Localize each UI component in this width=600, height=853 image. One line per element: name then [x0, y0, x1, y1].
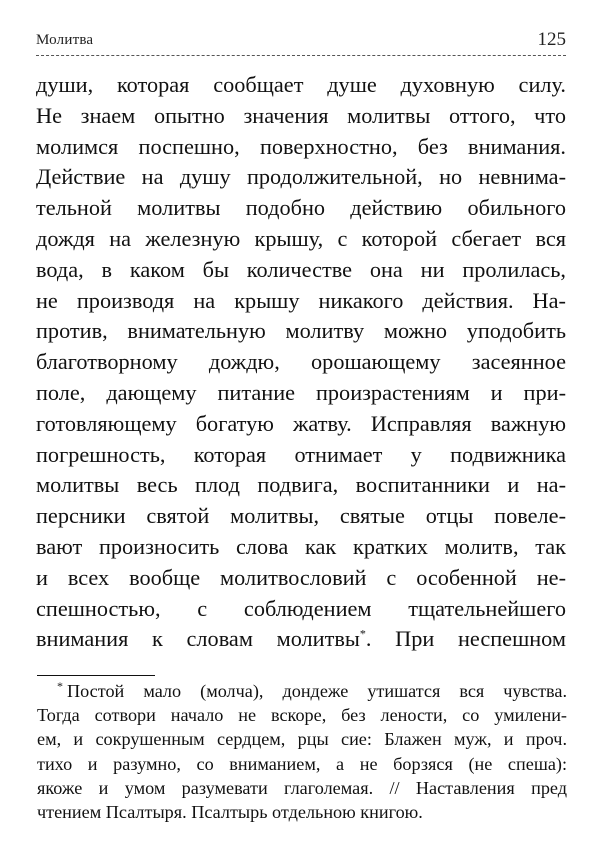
- footnote-line: ем, и сокрушенным сердцем, рцы сие: Блажен муж, и проч.: [37, 729, 567, 750]
- body-line: молимся поспешно, поверхностно, без внимания.: [36, 133, 566, 159]
- footnote-reference-mark[interactable]: *: [359, 626, 366, 641]
- body-line-with-footnote-ref: [36, 624, 566, 655]
- body-line: не производя на крышу никакого действия. На-: [36, 287, 566, 313]
- footnote-line: чтением Псалтыря. Псалтырь отдельною книгою.: [37, 801, 423, 822]
- footnote-marker: *: [57, 678, 63, 693]
- body-text: [36, 70, 566, 655]
- header-rule: [36, 55, 566, 56]
- body-line: против, внимательную молитву можно уподобить: [36, 318, 566, 344]
- body-line: души, которая сообщает душе духовную силу.: [36, 72, 566, 97]
- body-line: дождя на железную крышу, с которой сбегает вся: [36, 225, 566, 251]
- body-line: Не знаем опытно значения молитвы оттого, что: [36, 102, 566, 128]
- footnote-line: [37, 679, 567, 703]
- body-line: готовляющему богатую жатву. Исправляя важную: [36, 410, 566, 436]
- running-head: [36, 25, 566, 53]
- footnote-line-text: Постой мало (молча), дондеже утишатся вся чувства.: [67, 681, 567, 701]
- footnote-line: тихо и разумно, со вниманием, а не борзяся (не спеша):: [37, 753, 567, 774]
- body-line: Действие на душу продолжительной, но невнима-: [36, 164, 566, 190]
- body-line: вода, в каком бы количестве она ни пролилась,: [36, 256, 566, 282]
- body-line: благотворному дождю, орошающему засеянное: [36, 349, 566, 375]
- footnote: [37, 679, 567, 824]
- body-line: погрешность, которая отнимает у подвижника: [36, 441, 566, 467]
- footnote-line: якоже и умом разумевати глаголемая. // Наставления пред: [37, 777, 567, 798]
- page-number: 125: [537, 29, 566, 50]
- body-line: вают произносить слова как кратких молитв, так: [36, 533, 566, 559]
- body-line: поле, дающему питание произрастениям и при-: [36, 379, 566, 405]
- body-line: спешностью, с соблюдением тщательнейшего: [36, 595, 566, 621]
- body-line-text: . При неспешном: [365, 626, 566, 652]
- body-line: молитвы весь плод подвига, воспитанники и на-: [36, 472, 566, 498]
- body-line: тельной молитвы подобно действию обильного: [36, 195, 566, 221]
- footnote-rule: [37, 675, 155, 676]
- running-head-title: Молитва: [36, 32, 94, 48]
- body-line-text: внимания к словам молитвы: [36, 626, 360, 652]
- footnote-line: Тогда сотвори начало не вскоре, без лености, со умилени-: [37, 705, 567, 726]
- body-line: персники святой молитвы, святые отцы повеле-: [36, 503, 566, 529]
- body-line: и всех вообще молитвословий с особенной не-: [36, 564, 566, 590]
